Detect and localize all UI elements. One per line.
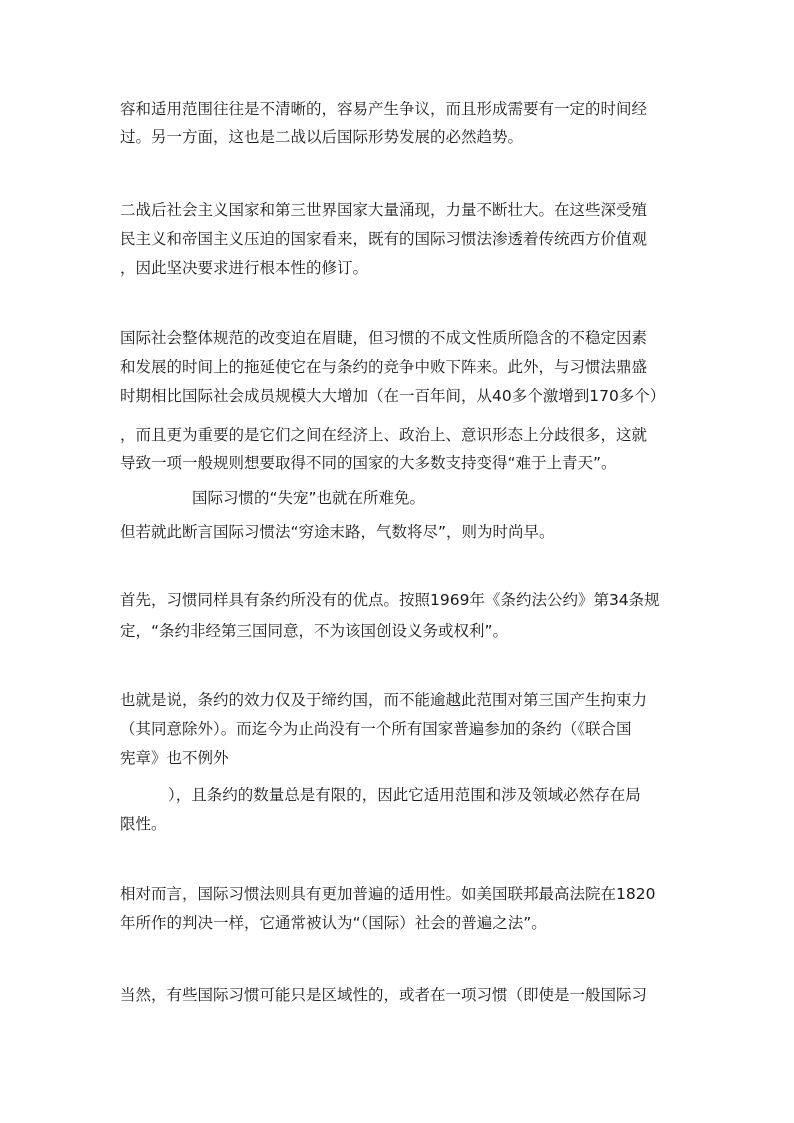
text-line: 宪章》也不例外 (120, 749, 229, 767)
text-line: 容和适用范围往往是不清晰的，容易产生争议，而且形成需要有一定的时间经 (120, 100, 648, 118)
text-line: 和发展的时间上的拖延使它在与条约的竞争中败下阵来。此外，与习惯法鼎盛 (120, 358, 648, 376)
text-line: 首先，习惯同样具有条约所没有的优点。按照1969年《条约法公约》第34条规 (120, 591, 660, 609)
text-line: 也就是说，条约的效力仅及于缔约国，而不能逾越此范围对第三国产生拘束力 (120, 691, 648, 709)
text-line: ，因此坚决要求进行根本性的修订。 (120, 259, 369, 277)
text-line: 相对而言，国际习惯法则具有更加普遍的适用性。如美国联邦最高法院在1820 (120, 885, 656, 903)
text-line: 定，“条约非经第三国同意，不为该国创设义务或权利”。 (120, 622, 509, 640)
text-line: 民主义和帝国主义压迫的国家看来，既有的国际习惯法渗透着传统西方价值观 (120, 230, 648, 248)
text-line: 年所作的判决一样，它通常被认为“（国际）社会的普遍之法”。 (120, 914, 547, 932)
text-line: ，而且更为重要的是它们之间在经济上、政治上、意识形态上分歧很多，这就 (120, 426, 648, 444)
text-line: 时期相比国际社会成员规模大大增加（在一百年间，从40多个激增到170多个） (120, 387, 666, 405)
text-line: 限性。 (120, 815, 167, 833)
text-line: （其同意除外）。而迄今为止尚没有一个所有国家普遍参加的条约（《联合国 (120, 720, 632, 738)
text-line: 二战后社会主义国家和第三世界国家大量涌现，力量不断壮大。在这些深受殖 (120, 201, 648, 219)
text-line: 过。另一方面，这也是二战以后国际形势发展的必然趋势。 (120, 128, 524, 146)
text-line: 国际社会整体规范的改变迫在眉睫，但习惯的不成文性质所隐含的不稳定因素 (120, 329, 648, 347)
text-line: ），且条约的数量总是有限的，因此它适用范围和涉及领域必然存在局 (168, 786, 641, 804)
text-line: 当然，有些国际习惯可能只是区域性的，或者在一项习惯（即使是一般国际习 (120, 986, 648, 1004)
text-line: 国际习惯的“失宠”也就在所难免。 (192, 489, 426, 507)
text-line: 导致一项一般规则想要取得不同的国家的大多数支持变得“难于上青天”。 (120, 454, 617, 472)
text-line: 但若就此断言国际习惯法“穷途末路，气数将尽”，则为时尚早。 (120, 523, 555, 541)
